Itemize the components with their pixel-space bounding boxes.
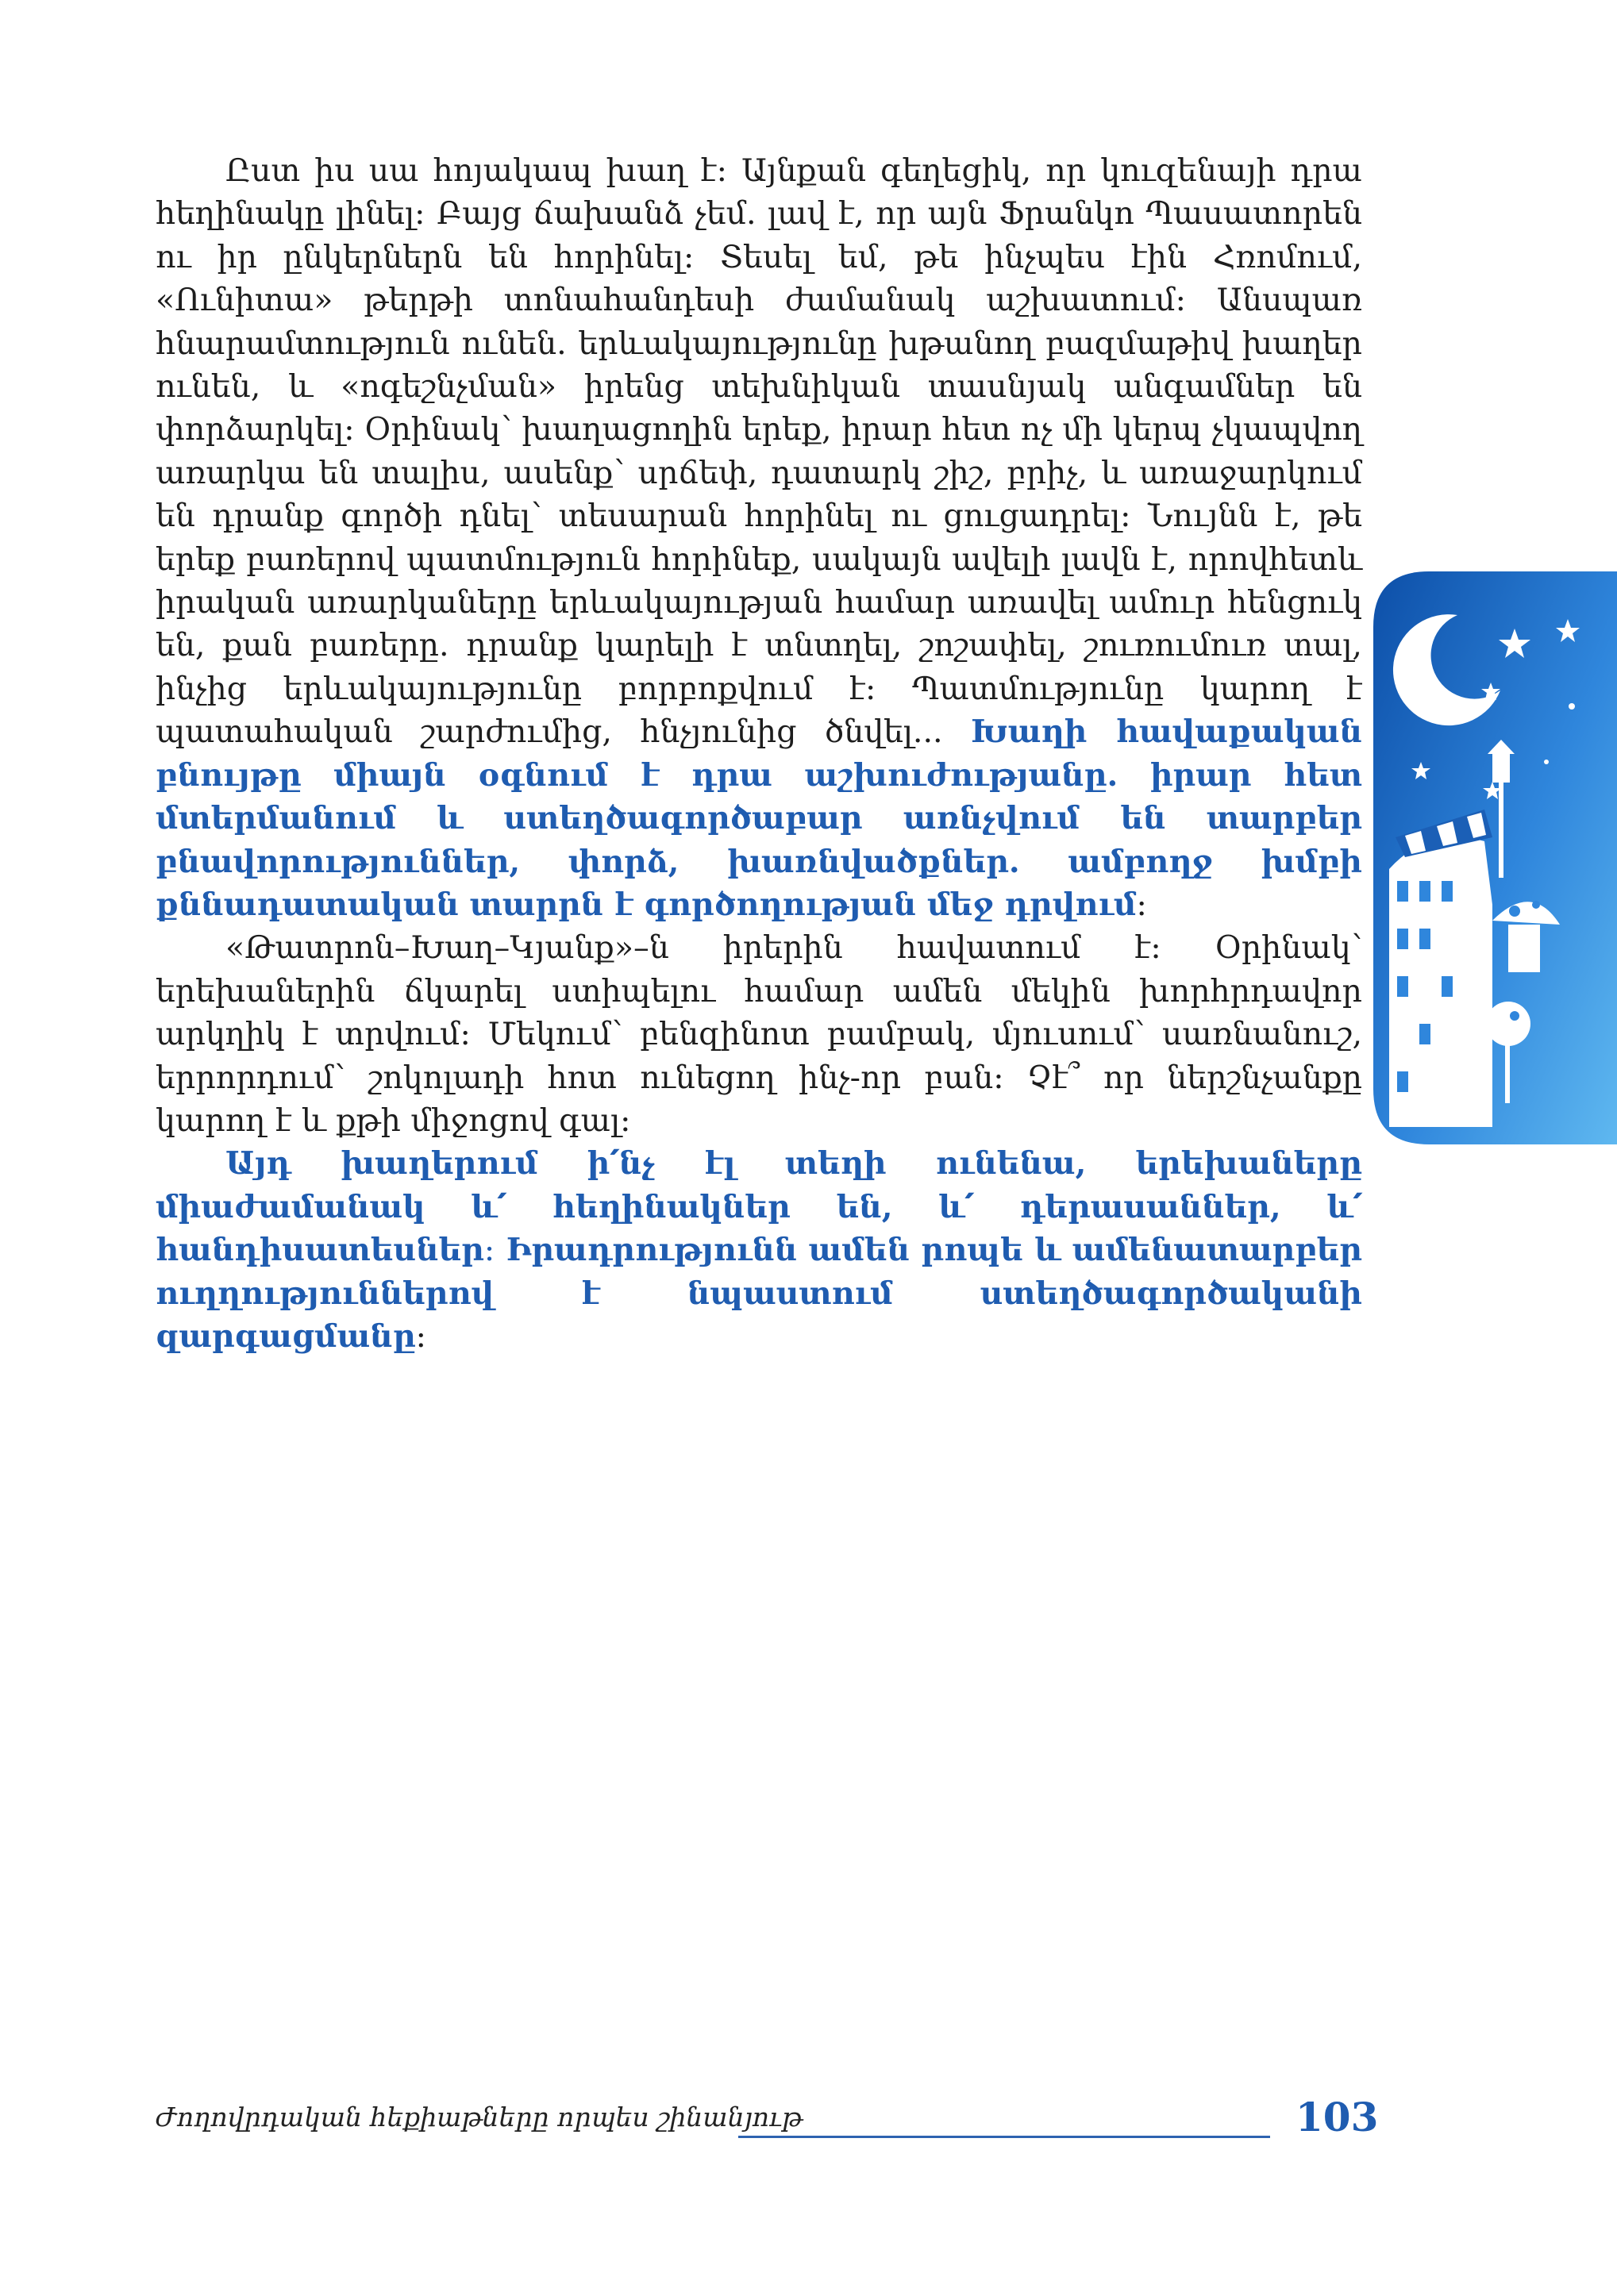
page-body	[156, 149, 1362, 1358]
footer-book-title: Ժողովրդական հեքիաթները որպես շինանյութ	[156, 2102, 803, 2133]
footer-rule	[738, 2136, 1270, 2138]
paragraph-3	[156, 1142, 1362, 1358]
paragraph-2	[156, 926, 1362, 1142]
page-number: 103	[1296, 2094, 1379, 2140]
paragraph-3-end: ։	[415, 1317, 427, 1355]
night-city-tower-icon	[1373, 571, 1617, 1144]
paragraph-1-highlight: Խաղի հավաքական բնույթը միայն օգնում է դրա աշխուժությանը. իրար հետ մտերմանում և ստեղծագործաբար առնչվում են տարբեր բնավորություններ, փորձ, խառնվածքներ. ամբողջ խմբի քննադատական տարրն է գործողության մեջ դրվում	[156, 713, 1362, 923]
paragraph-3-highlight: Այդ խաղերում ի՛նչ էլ տեղի ունենա, երեխաները միաժամանակ և՛ հեղինակներ են, և՛ դերասաններ, և՛ հանդիսատեսներ։ Իրադրությունն ամեն րոպե և ամենատարբեր ուղղություններով է նպաստում ստեղծագործականի զարգացմանը	[156, 1145, 1362, 1355]
paragraph-2-text: «Թատրոն–Խաղ–Կյանք»–ն իրերին հավատում է։ Օրինակ՝ երեխաներին ճկարել ստիպելու համար ամեն մեկին խորհրդավոր արկղիկ է տրվում։ Մեկում՝ բենզինոտ բամբակ, մյուսում՝ սառնանուշ, երրորդում՝ շոկոլադի հոտ ունեցող ինչ-որ բան։ Չէ՞ որ ներշնչանքը կարող է և քթի միջոցով գալ։	[156, 929, 1362, 1139]
paragraph-1-end: ։	[1136, 886, 1147, 923]
paragraph-1-text: Ըստ իս սա հոյակապ խաղ է։ Այնքան գեղեցիկ, որ կուզենայի դրա հեղինակը լինել։ Բայց ճախանձ չեմ. լավ է, որ այն Ֆրանկո Պասատորեն ու իր ընկերներն են հորինել։ Տեսել եմ, թե ինչպես էին Հռոմում, «Ունիտա» թերթի տոնահանդեսի ժամանակ աշխատում։ Անսպառ հնարամտություն ունեն. երևակայությունը խթանող բազմաթիվ խաղեր ունեն, և «ոգեշնչման» իրենց տեխնիկան տասնյակ անգամներ են փորձարկել։ Օրինակ՝ խաղացողին երեք, իրար հետ ոչ մի կերպ չկապվող առարկա են տալիս, ասենք՝ սրճեփ, դատարկ շիշ, բրիչ, և առաջարկում են դրանք գործի դնել՝ տեսարան հորինել ու ցուցադրել։ Նույնն է, թե երեք բառերով պատմություն հորինեք, սակայն ավելի լավն է, որովհետև իրական առարկաները երևակայության համար առավել ամուր հենցուկ են, քան բառերը. դրանք կարելի է տնտղել, շոշափել, շուռումուռ տալ, ինչից երևակայությունը բորբոքվում է։ Պատմությունը կարող է պատահական շարժումից, հնչյունից ծնվել...	[156, 152, 1362, 751]
paragraph-1	[156, 149, 1362, 926]
